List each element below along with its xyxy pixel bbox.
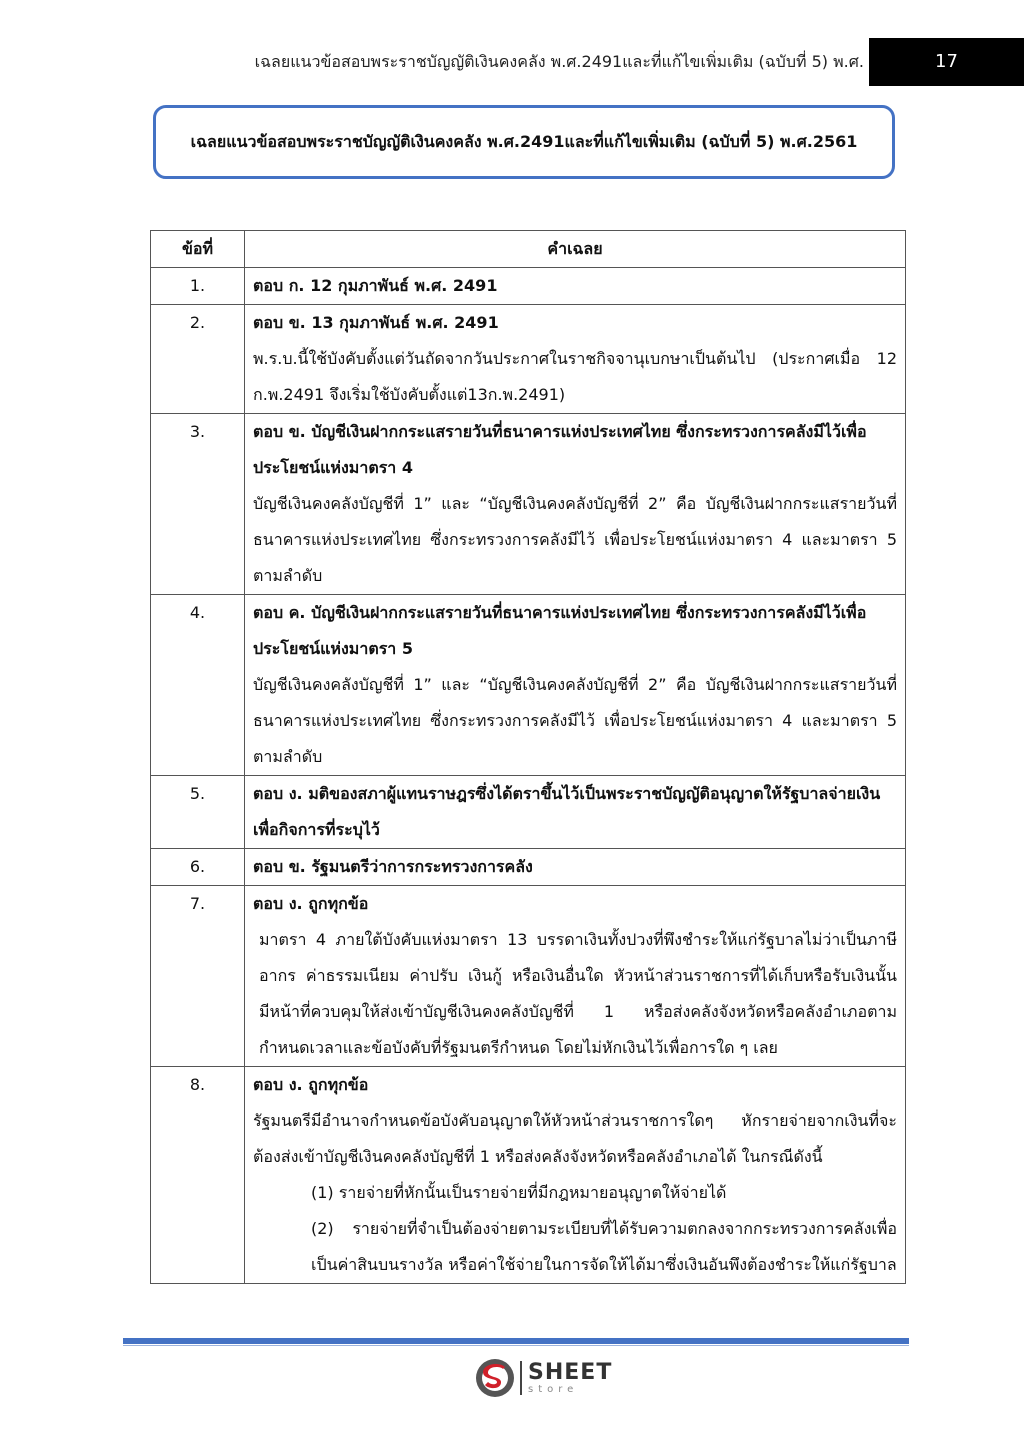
answer-text: ตอบ ง. มติของสภาผู้แทนราษฎรซึ่งได้ตราขึ้นไว้เป็นพระราชบัญญัติอนุญาตให้รัฐบาลจ่ายเงินเพื่อกิจการที่ระบุไว้ — [253, 784, 881, 839]
explanation-text: บัญชีเงินคงคลังบัญชีที่ 1” และ “บัญชีเงินคงคลังบัญชีที่ 2” คือ บัญชีเงินฝากกระแสรายวันที่ธนาคารแห่งประเทศไทย ซึ่งกระทรวงการคลังมีไว้ เพื่อประโยชน์แห่งมาตรา 4 และมาตรา 5 ตามลำดับ — [253, 494, 897, 585]
sheet-store-logo-icon — [474, 1357, 516, 1399]
answer-text: ตอบ ค. บัญชีเงินฝากกระแสรายวันที่ธนาคารแห่งประเทศไทย ซึ่งกระทรวงการคลังมีไว้เพื่อประโยชน์แห่งมาตรา 5 — [253, 603, 867, 658]
question-number: 2. — [151, 305, 245, 414]
logo-text — [528, 1359, 613, 1395]
question-number: 5. — [151, 776, 245, 849]
answer-cell — [245, 414, 906, 595]
question-number: 8. — [151, 1067, 245, 1284]
logo-subtitle: store — [528, 1383, 579, 1395]
answer-cell — [245, 886, 906, 1067]
answer-cell — [245, 595, 906, 776]
page-number: 17 — [869, 38, 1024, 86]
table-row — [151, 1067, 906, 1284]
answer-text: ตอบ ก. 12 กุมภาพันธ์ พ.ศ. 2491 — [253, 276, 498, 295]
question-number: 4. — [151, 595, 245, 776]
document-title: เฉลยแนวข้อสอบพระราชบัญญัติเงินคงคลัง พ.ศ.2491และที่แก้ไขเพิ่มเติม (ฉบับที่ 5) พ.ศ.2561 — [153, 105, 895, 179]
explanation-text: พ.ร.บ.นี้ใช้บังคับตั้งแต่วันถัดจากวันประกาศในราชกิจจานุเบกษาเป็นต้นไป (ประกาศเมื่อ 12 ก.พ.2491 จึงเริ่มใช้บังคับตั้งแต่13ก.พ.2491) — [253, 349, 897, 404]
sheet-store-logo — [474, 1356, 612, 1400]
question-number: 1. — [151, 268, 245, 305]
answer-cell — [245, 776, 906, 849]
logo-wordmark: SHEET — [528, 1359, 613, 1385]
answer-text: ตอบ ข. บัญชีเงินฝากกระแสรายวันที่ธนาคารแห่งประเทศไทย ซึ่งกระทรวงการคลังมีไว้เพื่อประโยชน์แห่งมาตรา 4 — [253, 422, 867, 477]
running-header — [0, 38, 868, 86]
table-header-row — [151, 231, 906, 268]
explanation-text: รัฐมนตรีมีอำนาจกำหนดข้อบังคับอนุญาตให้หัวหน้าส่วนราชการใดๆ หักรายจ่ายจากเงินที่จะต้องส่งเข้าบัญชีเงินคงคลังบัญชีที่ 1 หรือส่งคลังจังหวัดหรือคลังอำเภอได้ ในกรณีดังนี้ — [253, 1111, 897, 1166]
table-row — [151, 886, 906, 1067]
running-header-title: เฉลยแนวข้อสอบพระราชบัญญัติเงินคงคลัง พ.ศ.2491และที่แก้ไขเพิ่มเติม (ฉบับที่ 5) พ.ศ. — [254, 52, 864, 71]
answer-text: ตอบ ง. ถูกทุกข้อ — [253, 1075, 369, 1094]
question-number: 7. — [151, 886, 245, 1067]
answer-cell — [245, 305, 906, 414]
table-row — [151, 305, 906, 414]
answer-cell — [245, 1067, 906, 1284]
table-row — [151, 268, 906, 305]
explanation-text: มาตรา 4 ภายใต้บังคับแห่งมาตรา 13 บรรดาเงินทั้งปวงที่พึงชำระให้แก่รัฐบาลไม่ว่าเป็นภาษีอากร ค่าธรรมเนียม ค่าปรับ เงินกู้ หรือเงินอื่นใด หัวหน้าส่วนราชการที่ได้เก็บหรือรับเงินนั้นมีหน้าที่ควบคุมให้ส่งเข้าบัญชีเงินคงคลังบัญชีที่ 1 หรือส่งคลังจังหวัดหรือคลังอำเภอตามกำหนดเวลาและข้อบังคับที่รัฐมนตรีกำหนด โดยไม่หักเงินไว้เพื่อการใด ๆ เลย — [259, 930, 897, 1057]
answer-text: ตอบ ข. รัฐมนตรีว่าการกระทรวงการคลัง — [253, 857, 533, 876]
footer-rule-thin — [123, 1345, 909, 1346]
column-header-answer: คำเฉลย — [245, 231, 906, 268]
answer-cell — [245, 849, 906, 886]
answer-cell — [245, 268, 906, 305]
question-number: 3. — [151, 414, 245, 595]
logo-divider — [520, 1361, 522, 1395]
answer-table — [150, 230, 906, 1284]
column-header-number: ข้อที่ — [151, 231, 245, 268]
table-row — [151, 595, 906, 776]
footer-rule — [123, 1338, 909, 1344]
answer-text: ตอบ ข. 13 กุมภาพันธ์ พ.ศ. 2491 — [253, 313, 499, 332]
explanation-item-2: (2) รายจ่ายที่จำเป็นต้องจ่ายตามระเบียบที่ได้รับความตกลงจากกระทรวงการคลังเพื่อเป็นค่าสินบนรางวัล หรือค่าใช้จ่ายในการจัดให้ได้มาซึ่งเงินอันพึงต้องชำระให้แก่รัฐบาล — [311, 1219, 897, 1274]
explanation-item-1: (1) รายจ่ายที่หักนั้นเป็นรายจ่ายที่มีกฎหมายอนุญาตให้จ่ายได้ — [311, 1183, 727, 1202]
answer-text: ตอบ ง. ถูกทุกข้อ — [253, 894, 369, 913]
explanation-text: บัญชีเงินคงคลังบัญชีที่ 1” และ “บัญชีเงินคงคลังบัญชีที่ 2” คือ บัญชีเงินฝากกระแสรายวันที่ธนาคารแห่งประเทศไทย ซึ่งกระทรวงการคลังมีไว้ เพื่อประโยชน์แห่งมาตรา 4 และมาตรา 5 ตามลำดับ — [253, 675, 897, 766]
table-row — [151, 414, 906, 595]
question-number: 6. — [151, 849, 245, 886]
table-row — [151, 849, 906, 886]
table-row — [151, 776, 906, 849]
